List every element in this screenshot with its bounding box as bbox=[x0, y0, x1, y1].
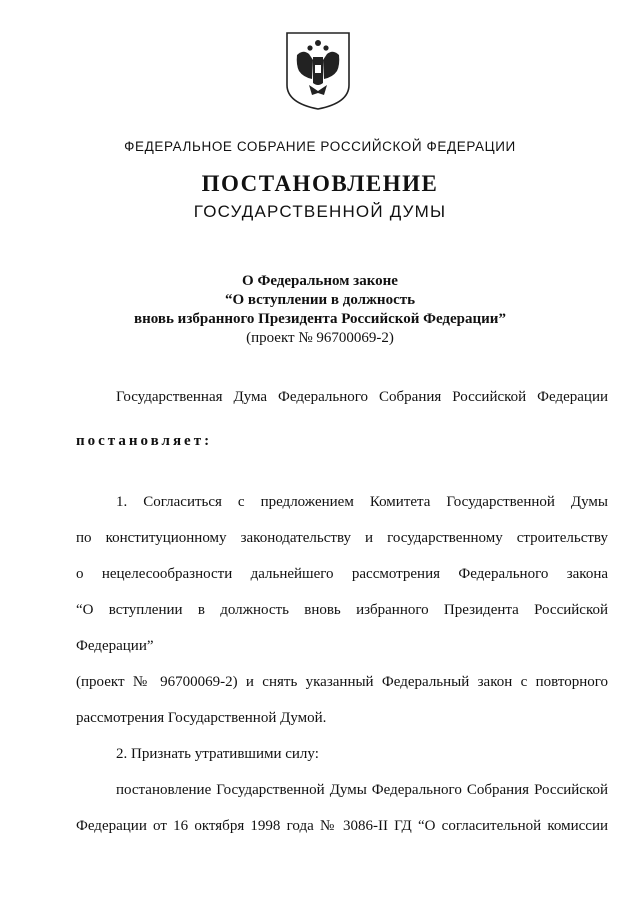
paragraph-1-line: о нецелесообразности дальнейшего рассмотрения Федерального закона bbox=[76, 566, 608, 582]
paragraph-1-line: по конституционному законодательству и государственному строительству bbox=[76, 530, 608, 546]
paragraph-3-line: постановление Государственной Думы Федерального Собрания Российской bbox=[116, 782, 608, 798]
preamble bbox=[76, 379, 608, 459]
paragraph-3 bbox=[76, 772, 608, 844]
paragraph-1-line: “О вступлении в должность вновь избранного Президента Российской Федерации” bbox=[76, 602, 608, 654]
document-type: ПОСТАНОВЛЕНИЕ bbox=[201, 171, 439, 196]
issuer-name: ГОСУДАРСТВЕННОЙ ДУМЫ bbox=[193, 202, 447, 221]
paragraph-3-line: Федерации от 16 октября 1998 года № 3086-II ГД “О согласительной комиссии bbox=[76, 818, 608, 834]
paragraph-1-line: рассмотрения Государственной Думой. bbox=[76, 710, 327, 726]
subject-line-1: О Федеральном законе bbox=[242, 273, 398, 289]
subject-block bbox=[0, 272, 640, 348]
project-number: (проект № 96700069-2) bbox=[246, 330, 394, 346]
body-paragraphs bbox=[76, 484, 608, 844]
subject-line-2: “О вступлении в должность bbox=[224, 292, 416, 308]
coat-of-arms-icon bbox=[283, 27, 353, 112]
preamble-text: Государственная Дума Федерального Собрания Российской Федерации bbox=[116, 389, 608, 405]
paragraph-1-line: (проект № 96700069-2) и снять указанный Федеральный закон с повторного bbox=[76, 674, 608, 690]
paragraph-1 bbox=[76, 484, 608, 736]
resolves-word: постановляет: bbox=[76, 433, 213, 449]
organization-heading: ФЕДЕРАЛЬНОЕ СОБРАНИЕ РОССИЙСКОЙ ФЕДЕРАЦИИ bbox=[124, 139, 516, 154]
paragraph-2: 2. Признать утратившими силу: bbox=[116, 746, 319, 762]
subject-line-3: вновь избранного Президента Российской Федерации” bbox=[134, 311, 506, 327]
paragraph-1-line: 1. Согласиться с предложением Комитета Государственной Думы bbox=[116, 494, 608, 510]
